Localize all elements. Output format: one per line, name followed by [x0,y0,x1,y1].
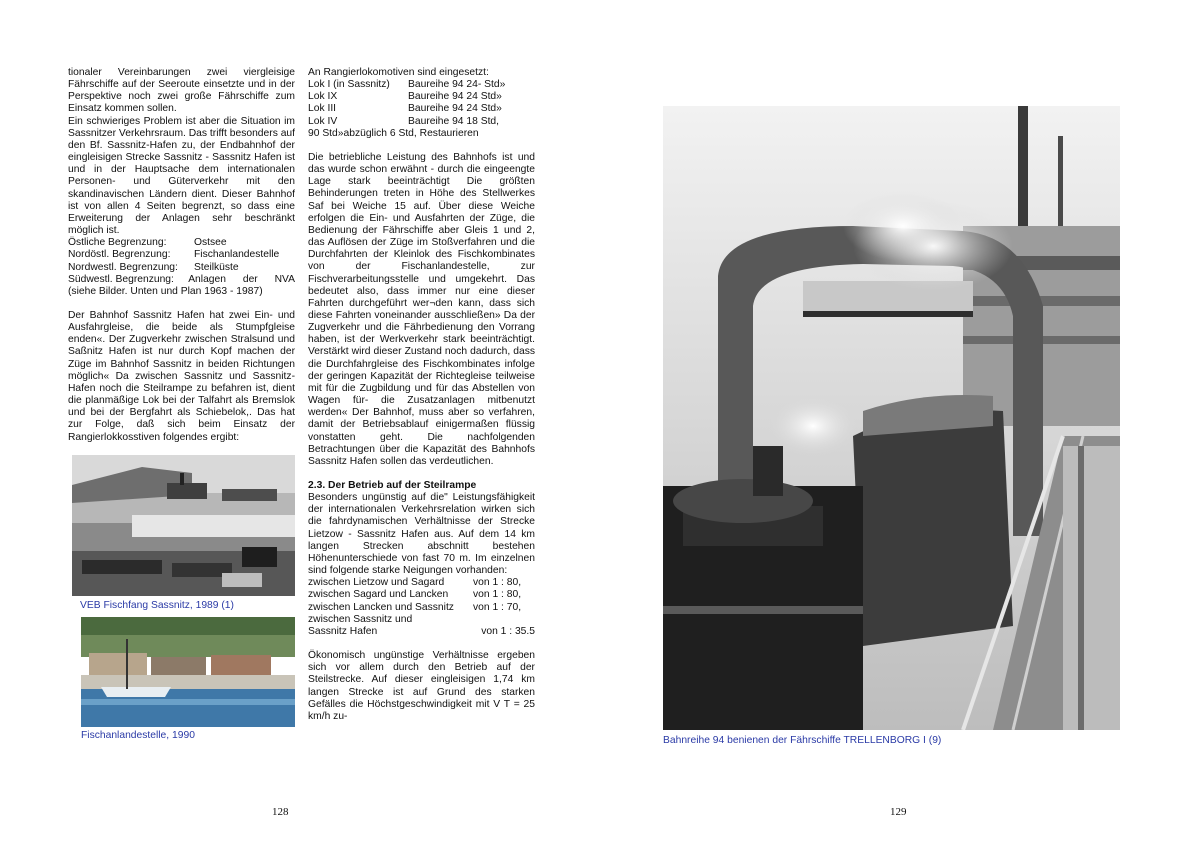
landing-photo-graphic [81,617,295,727]
photo-caption: VEB Fischfang Sassnitz, 1989 (1) [80,600,234,611]
paragraph: Ein schwieriges Problem ist aber die Situation im Sassnitzer Verkehrsraum. Das trifft besonders auf den Bf. Sassnitz-Hafen zu, der Endbahnhof der eingleisigen Strecke Sassnitz - Sassnitz Hafen ist und in der Hauptsache dem internationalen Personen- und Güterverkehr mit den skandinavischen Ländern dient. Dieser Bahnhof ist von allen 4 Seiten begrenzt, so dass eine Erweiterung der Anlagen sehr beschränkt möglich ist. [68,115,296,237]
ferry-photo-graphic [663,106,1120,730]
gradient-row: zwischen Lancken und Sassnitz von 1 : 70, [308,601,522,613]
photo-ferry-locomotive [663,106,1120,730]
paragraph: Der Bahnhof Sassnitz Hafen hat zwei Ein- und Ausfahrgleise, die beide als Stumpfgleise enden«. Der Zugverkehr zwischen Stralsund und Saßnitz Hafen ist nur durch Kopf machen der Züge im Bahnhof Sassnitz in beiden Richtungen möglich« Da zwischen Sassnitz und Sassnitz-Hafen noch die Steilrampe zu befahren ist, dient die planmäßige Lok bei der Talfahrt als Bremslok und bei der Bergfahrt als Schiebelok,. Das hat zur Folge, daß sich beim Einsatz der Rangierlokkosstiven folgendes ergibt: [68,309,295,443]
left-column-1 [68,67,295,444]
paragraph: Besonders ungünstig auf die" Leistungsfähigkeit der internationalen Verkehrsrelation wirken sich die fahrdynamischen Verhältnisse der Strecke Lietzow - Sassnitz Hafen aus. Auf dem 14 km langen Strecken abschnitt bestehen Höhenunterschiede von fast 70 m. Im einzelnen sind folgende starke Neigungen vorhanden: [308,492,535,577]
photo-fish-landing [81,617,295,727]
boundary-row: Nordöstl. Begrenzung: Fischanlandestelle [68,249,280,261]
gradient-row: Sassnitz Hafen von 1 : 35.5 [308,625,535,637]
loco-list: Lok I (in Sassnitz) Baureihe 94 24- Std» Lok IX Baureihe 94 24 Std» Lok III Baureihe 94 24 Std» Lok IV Baureihe 94 18 Std, 90 Std»abzüglich 6 Std, Restaurieren [308,79,535,140]
boundary-row: Nordwestl. Begrenzung: Steilküste [68,261,239,273]
paragraph: Die betriebliche Leistung des Bahnhofs ist und das wurde schon erwähnt - durch die eingeengte Lage stark beeinträchtigt Die größten Behinderungen treten in Höhe des Stellwerkes Saf bei Weiche 15 auf. Über diese Weiche erfolgen die Ein- und Ausfahrten der Züge, die Bedienung der Fährschiffe aber Gleis 1 und 2, das Auflösen der Züge im Stoßverfahren und die Durchfahrten der Kleinlok des Fischkombinates von der Fischanlandestelle, zur Fischverarbeitungsstelle und umgekehrt. Das bedeutet also, dass immer nur eine dieser Fahrten durchgeführt wer¬den kann, dass sich diese Fahrten voneinander ausschließen» Da der Zugverkehr und die Fährbedienung den Vorrang haben, ist der Werkverkehr stark beeinträchtigt. Verstärkt wird dieser Zustand noch dadurch, dass die Durchfahrgleise des Fischkombinates infolge der geringen Kapazität der Richtegleise teilweise mit für die Zugbildung und für das Abstellen von Wagen für- die Zusatzanlagen mitbenutzt werden« Der Bahnhof, muss aber so verfahren, damit der Betriebsablauf einigermaßen flüssig vonstatten geht. Die nachfolgenden Betrachtungen über die Kapazität des Bahnhofs Sassnitz Hafen sollen das verdeutlichen. [308,151,535,467]
photo-caption: Bahnreihe 94 benienen der Fährschiffe TRELLENBORG I (9) [663,735,942,746]
photo-fish-harbor [72,455,295,596]
photo-caption: Fischanlandestelle, 1990 [81,730,195,741]
loco-row: Lok III Baureihe 94 24 Std» [308,103,502,115]
paragraph: Ökonomisch ungünstige Verhältnisse ergeben sich vor allem durch den Betrieb auf der Steilstrecke. Auf dieser eingleisigen 1,74 km langen Strecke ist auf Grund des starken Gefälles die Höchstgeschwindigkeit mit V T = 25 km/h zu- [308,650,535,722]
gradient-row: zwischen Lietzow und Sagard von 1 : 80, [308,577,522,589]
loco-row: Lok I (in Sassnitz) Baureihe 94 24- Std» [308,79,506,91]
loco-row: Lok IX Baureihe 94 24 Std» [308,91,502,103]
boundary-row: Östliche Begrenzung: Ostsee [68,237,227,249]
gradient-list: zwischen Lietzow und Sagard von 1 : 80, zwischen Sagard und Lancken von 1 : 80, zwischen Lancken und Sassnitz von 1 : 70, zwischen Sassnitz und Sassnitz Hafen von 1 : 35.5 [308,577,535,637]
page-number-left: 128 [272,806,289,818]
section-heading: 2.3. Der Betrieb auf der Steilrampe [308,480,477,491]
left-column-2: An Rangierlokomotiven sind eingesetzt: Lok I (in Sassnitz) Baureihe 94 24- Std» Lok IX Baureihe 94 24 Std» Lok III Baureihe 94 24 Std» Lok IV Baureihe 94 18 Std, 90 Std»abzüglich 6 Std, Restaurieren Die betriebliche Leistung des Bahnhofs ist und das wurde schon erwähnt - durch die eingeengte Lage stark beeinträchtigt Die größten Behinderungen treten in Höhe des Stellwerkes Saf bei Weiche 15 auf. Über diese Weiche erfolgen die Ein- und Ausfahrten der Züge, die Bedienung der Fährschiffe aber Gleis 1 und 2, das Auflösen der Züge im Stoßverfahren und die Durchfahrten der Kleinlok des Fischkombinates von der Fischanlandestelle, zur Fischverarbeitungsstelle und umgekehrt. Das bedeutet also, dass immer nur eine dieser Fahrten durchgeführt wer¬den kann, dass sich diese Fahrten voneinander ausschließen» Da der Zugverkehr und die Fährbedienung den Vorrang haben, ist der Werkverkehr stark beeinträchtigt. Verstärkt wird dieser Zustand noch dadurch, dass die Durchfahrgleise des Fischkombinates infolge der geringen Kapazität der Richtegleise teilweise mit für die Zugbildung und für das Abstellen von Wagen für- die Zusatzanlagen mitbenutzt werden« Der Bahnhof, muss aber so verfahren, damit der Betriebsablauf einigermaßen flüssig vonstatten geht. Die nachfolgenden Betrachtungen über die Kapazität des Bahnhofs Sassnitz Hafen sollen das verdeutlichen. 2.3. Der Betrieb auf der Steilrampe Besonders ungünstig auf die" Leistungsfähigkeit der internationalen Verkehrsrelation wirken sich die fahrdynamischen Verhältnisse der Strecke Lietzow - Sassnitz Hafen aus. Auf dem 14 km langen Strecken abschnitt bestehen Höhenunterschiede von fast 70 m. Im einzelnen sind folgende starke Neigungen vorhanden: zwischen Lietzow und Sagard von 1 : 80, zwischen Sagard und Lancken von 1 : 80, zwischen Lancken und Sassnitz von 1 : 70, zwischen Sassnitz und Sassnitz Hafen von 1 : 35.5 Ökonomisch ungünstige Verhältnisse ergeben sich vor allem durch den Betrieb auf der Steilstrecke. Auf dieser eingleisigen 1,74 km langen Strecke ist auf Grund des starken Gefälles die Höchstgeschwindigkeit mit V T = 25 km/h zu- [308,67,535,722]
page-number-right: 129 [890,806,907,818]
boundary-row: Südwestl. Begrenzung: Anlagen der NVA [68,273,295,285]
boundary-list: Östliche Begrenzung: Ostsee Nordöstl. Begrenzung: Fischanlandestelle Nordwestl. Begrenzung: Steilküste Südwestl. Begrenzung: Anlagen der NVA (siehe Bilder. Unten und Plan 1963 - 1987) [68,237,295,297]
harbor-photo-graphic [72,455,295,596]
loco-row: Lok IV Baureihe 94 18 Std, [308,115,500,127]
gradient-row: zwischen Sagard und Lancken von 1 : 80, [308,589,522,601]
paragraph: tionaler Vereinbarungen zwei viergleisige Fährschiffe auf der Seeroute einsetzte und in der Perspektive noch zwei große Fährschiffe zum Einsatz kommen sollen. [68,67,295,115]
